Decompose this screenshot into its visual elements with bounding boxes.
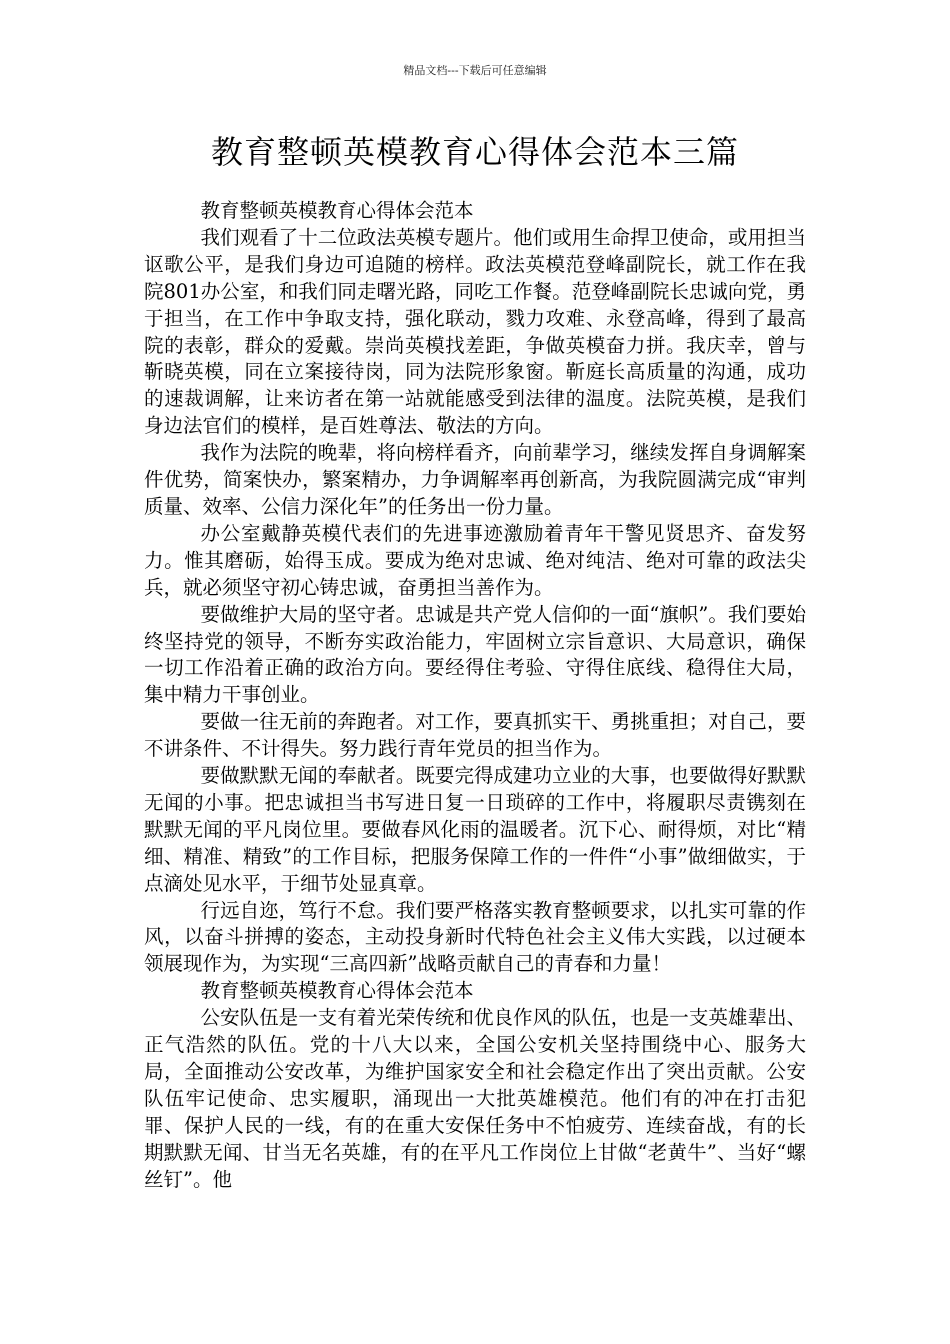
paragraph: 公安队伍是一支有着光荣传统和优良作风的队伍，也是一支英雄辈出、正气浩然的队伍。党的十八大以来，全国公安机关坚持围绕中心、服务大局，全面推动公安改革，为维护国家安全和社会稳定作出了突出贡献。公安队伍牢记使命、忠实履职，涌现出一大批英雄模范。他们有的冲在打击犯罪、保护人民的一线，有的在重大安保任务中不怕疲劳、连续奋战，有的长期默默无闻、甘当无名英雄，有的在平凡工作岗位上甘做“老黄牛”、当好“螺丝钉”。他 bbox=[144, 1006, 806, 1191]
document-body bbox=[144, 198, 806, 1194]
paragraph: 要做默默无闻的奉献者。既要完得成建功立业的大事，也要做得好默默无闻的小事。把忠诚担当书写进日复一日琐碎的工作中，将履职尽责镌刻在默默无闻的平凡岗位里。要做春风化雨的温暖者。沉下心、耐得烦，对比“精细、精准、精致”的工作目标，把服务保障工作的一件件“小事”做细做实，于点滴处见水平，于细节处显真章。 bbox=[144, 764, 806, 895]
paragraph: 要做维护大局的坚守者。忠诚是共产党人信仰的一面“旗帜”。我们要始终坚持党的领导，不断夯实政治能力，牢固树立宗旨意识、大局意识，确保一切工作沿着正确的政治方向。要经得住考验、守得住底线、稳得住大局，集中精力干事创业。 bbox=[144, 602, 806, 707]
document-title: 教育整顿英模教育心得体会范本三篇 bbox=[210, 133, 739, 171]
section-heading: 教育整顿英模教育心得体会范本 bbox=[200, 979, 474, 1003]
paragraph: 要做一往无前的奔跑者。对工作，要真抓实干、勇挑重担；对自己，要不讲条件、不计得失。努力践行青年党员的担当作为。 bbox=[144, 710, 806, 761]
section-heading: 教育整顿英模教育心得体会范本 bbox=[200, 199, 474, 222]
paragraph: 办公室戴静英模代表们的先进事迹激励着青年干警见贤思齐、奋发努力。惟其磨砺，始得玉成。要成为绝对忠诚、绝对纯洁、绝对可靠的政法尖兵，就必须坚守初心铸忠诚，奋勇担当善作为。 bbox=[144, 521, 806, 599]
paragraph: 我作为法院的晚辈，将向榜样看齐，向前辈学习，继续发挥自身调解案件优势，简案快办，繁案精办，力争调解率再创新高，为我院圆满完成“审判质量、效率、公信力深化年”的任务出一份力量。 bbox=[144, 441, 806, 518]
paragraph: 行远自迩，笃行不怠。我们要严格落实教育整顿要求，以扎实可靠的作风，以奋斗拼搏的姿态，主动投身新时代特色社会主义伟大实践，以过硬本领展现作为，为实现“三高四新”战略贡献自己的青春和力量！ bbox=[144, 898, 806, 976]
header-note: 精品文档---下载后可任意编辑 bbox=[403, 64, 547, 77]
paragraph: 我们观看了十二位政法英模专题片。他们或用生命捍卫使命，或用担当讴歌公平，是我们身边可追随的榜样。政法英模范登峰副院长，就工作在我院801办公室，和我们同走曙光路，同吃工作餐。范登峰副院长忠诚向党，勇于担当，在工作中争取支持，强化联动，戮力攻难、永登高峰，得到了最高院的表彰，群众的爱戴。崇尚英模找差距，争做英模奋力拼。我庆幸，曾与靳晓英模，同在立案接待岗，同为法院形象窗。靳庭长高质量的沟通，成功的速裁调解，让来访者在第一站就能感受到法律的温度。法院英模，是我们身边法官们的模样，是百姓尊法、敬法的方向。 bbox=[144, 225, 806, 438]
